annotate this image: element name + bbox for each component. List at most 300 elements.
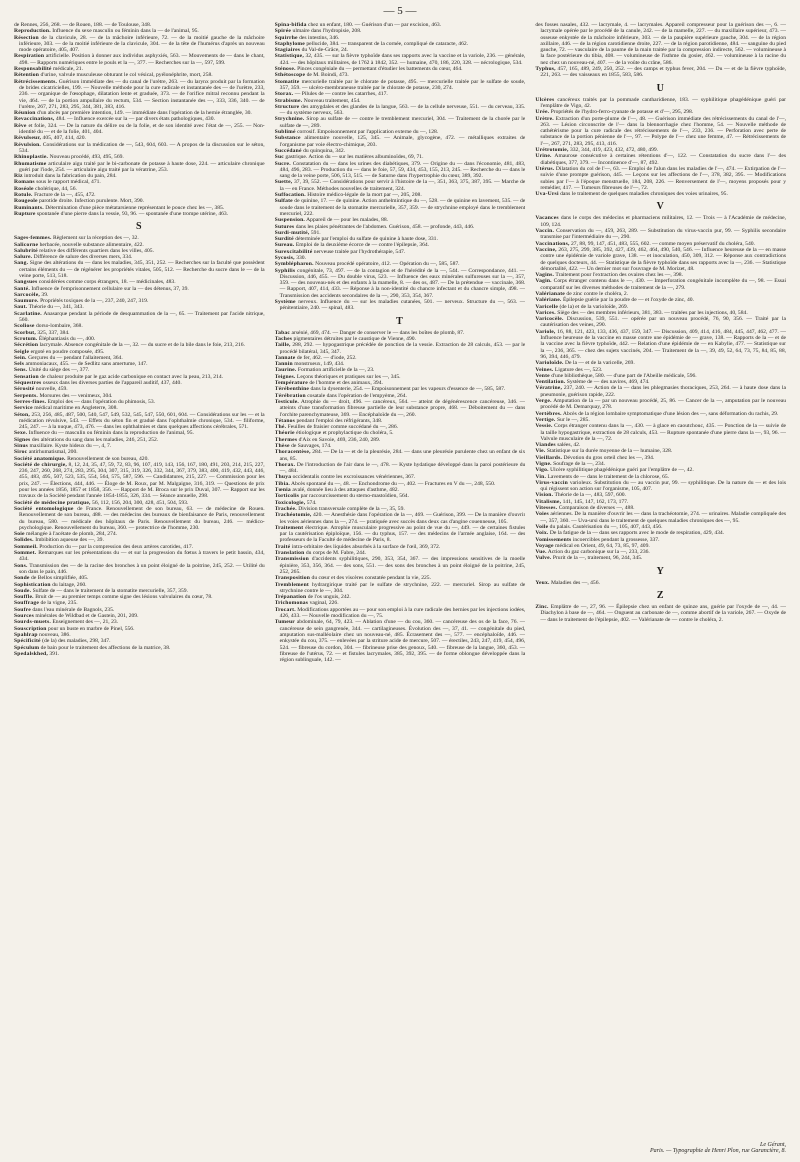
entry-text: Ligature des —, 523. xyxy=(554,366,603,373)
entry-head: Vision. xyxy=(535,492,554,499)
entry-head: Urétrotomie, xyxy=(535,147,569,154)
entry-head: Staphylome xyxy=(274,40,305,47)
entry-head: Strychnine. xyxy=(274,116,305,123)
entry-text: spontanée d'une pierre dans la vessie, 93, 96. — spontanée d'une trompe utérine, 463. xyxy=(36,210,229,217)
entry-text: maxillaire. Kyste hideux du —, 4, 7. xyxy=(29,443,112,449)
entry-text: mélangée à l'acétate de plomb, 284, 274. xyxy=(26,531,118,538)
entry-head: Strabisme. xyxy=(274,97,303,104)
section-v xyxy=(535,201,786,561)
entry-head: Trachéotomie, xyxy=(274,512,312,519)
entry-text: Éléphantiasis du —, 400. xyxy=(38,335,96,342)
entry-head: Sages-femmes. xyxy=(14,235,52,242)
entry-head: Uva-Ursi xyxy=(535,191,559,198)
entry-head: Révulseur, xyxy=(14,135,42,142)
entry-head: Vigne. xyxy=(535,461,552,467)
entry-text: Extraction d'un porte-plume de l'—, 48. — Guérison immédiate des rétrécissements du canal de l'—, 263. — Lésion circonscrite de l'— dans la blennorrhagie chez l'homme, 54. — Nouvelle méthode de cathétérisme pour la cure radicale des rétrécissements de l'—, 233, 236. — Perforation avec perte de substance de la portion pénienne de l'—, 97. — Polype de l'— chez une femme, 47. — Rétrécissements de l'—, 267, 271, 283, 295, 413, 416. xyxy=(540,115,787,147)
entry-text: 284. — De la — et de la pleurésie, 284. — dans une pleurésie purulente chez un enfant de six ans, 85. xyxy=(279,449,526,462)
entry-text: dorso-lombaire, 368. xyxy=(35,323,83,330)
index-entry xyxy=(535,398,786,411)
entry-head: Révulsion. xyxy=(14,141,42,148)
entry-head: Vue. xyxy=(535,549,547,556)
entry-text: Unité du siège des —, 377. xyxy=(28,367,90,374)
entry-text: Maladies des —, 456. xyxy=(550,579,600,586)
entry-text: Histoire médico-légale de la mort par —, 205, 208. xyxy=(307,192,422,199)
entry-text: 263, 275, 299, 385, 392, 427, 439, 462, 464, 490, 540, 546. — Influence heureuse de la — en masse contre une épidémie de variole grave, 138. — et inoculation, 450, 309, 312. — Réponse aux contradictions de quelques docteurs, 44. — Statistique de la fièvre typhoïde dans ses rapports avec la —, 236. — Statistique démortalité, 422. — Un dernier mot sur l'ouvrage de M. Morizet, 48. xyxy=(540,246,787,272)
entry-head: Surdi-mutité, xyxy=(274,229,310,236)
entry-head: Thèse xyxy=(274,443,290,449)
entry-text: Comparaison de diverses —, 488. xyxy=(558,505,635,512)
entry-head: Système xyxy=(274,299,296,306)
entry-head: Tannate xyxy=(274,354,296,361)
entry-head: Vigo. xyxy=(535,467,549,474)
entry-head: Viandes xyxy=(535,442,556,449)
entry-text: abdominale, 64, 79, 423. — Ablation d'une — du cou, 360. — cancéreuse des os de la face, 76. — cancéreuse de sein gangrenée, 344. — cartilagineuses. Évolution des —, 37, 41. — congénitale du pied, amputation sus-malléolaire chez un nouveau-né, 485. Écrasement des —, 577. — encéphaloïde, 446. — enkystée du cou, 375. — enlevées par la striture acide de mercure, 507. — érectiles, 243, 247, 419, 454, 496, 524. — fibreuse du cordon, 304. — fibrineuse prise des genoux, 540. — fibreuse de la langue, 360, 453. — fibreuse de l'utérus, 72. — et fistules lacrymales, 385, 392, 395. — de forme oblongue développée dans la région sublinguale, 142. — xyxy=(279,619,526,664)
index-entry xyxy=(535,97,786,110)
entry-head: Souscription xyxy=(14,625,47,632)
entry-head: Soie xyxy=(14,531,25,538)
entry-text: de Rennes, 256, 268. — de Rouen, 188. — de Toulouse, 348. xyxy=(14,22,152,28)
entry-head: Rupture xyxy=(14,210,36,217)
entry-head: Sycosis, xyxy=(274,254,295,261)
entry-text: Discussion, 539, 551. — opérée par un nouveau procédé, 76, 90, 356. — Traité par la cautérisation des veines, 290. xyxy=(540,316,786,329)
index-entry xyxy=(275,104,526,117)
entry-text: minérales de Wildbad et de Gastein, 201, 209. xyxy=(35,613,139,620)
entry-text: De l'introduction de l'air dans le —, 478. — Kyste hydatique développé dans la paroi postérieure du —, 484. xyxy=(279,461,526,475)
entry-head: Taille, xyxy=(274,342,291,349)
entry-text: des intestins, 346. xyxy=(299,34,340,41)
entry-head: Taurine. xyxy=(274,367,297,374)
entry-text: Nouveau procédé opératoire, 412. — Opération du —, 585, 587. xyxy=(315,261,460,268)
entry-text: Corps étranger contenu dans le —, 430. — Imperforation congénitale incomplète du —, 98. — Essai comparatif sur les diverses méthodes de traitement de la —, 279. xyxy=(540,278,787,291)
entry-text: Règlement sur la réception des —, 32. xyxy=(52,235,139,242)
entry-text: 237, 240. — Action de la — dans les phlegmasies thoraciques, 253, 264. — à haute dose dans la pneumonie, guérison rapide, 222. xyxy=(540,385,787,398)
entry-head: Saut. xyxy=(14,304,28,311)
entry-text: Traitement pour l'extraction des ovaires chez les —, 398. xyxy=(555,272,683,279)
entry-head: Urée. xyxy=(535,109,550,116)
index-entry xyxy=(275,525,526,544)
entry-text: Guérison immédiate des — du canal de l'urètre, 263. — du larynx produit par la formation de brides cicatricielles, 199. — Nouvelle méthode pour la cure radicale et instantanée des — de l'urètre, 233, 236. — organique de l'œsophage, dilatation lente et graduée, 373. — de l'orifice mitral reconnu pendant la vie, 464. — de la portion ampullaire du rectum, 534. — Section instantanée des —, 333, 336, 340. — de l'urètre, 267, 271, 283, 295, 344, 381, 383, 416. xyxy=(19,78,265,110)
entry-head: Salicorne xyxy=(14,241,39,248)
entry-head: Typhus, xyxy=(535,66,556,73)
index-entry xyxy=(535,153,786,166)
entry-text: par raccourcissement du sterno-mastoïdien, 564. xyxy=(300,493,409,500)
index-entry xyxy=(535,480,786,493)
entry-head: Société de chirurgie, xyxy=(14,461,68,468)
entry-text: pendant l'emploi des réfrigérants, 348. xyxy=(296,417,383,424)
entry-text: dans la dysenterie, 254. — Empoisonnement par les vapeurs d'essence de —, 585, 587. xyxy=(310,386,506,393)
entry-text: nerveux. Influence du — sur les maladies cutanées, 501. — nerveux. Structure du —, 563. — pénitentiaire, 240. — spinal, 483. xyxy=(279,299,526,312)
entry-text: 253, 256, 485, 487, 500, 540, 547, 549, 532, 545, 547, 550, 601, 604. — Considérations sur les — et la médication révulsive, 543. — Effets du séton fin et gradué dans l'ophthalmie chronique, 534. — filiforme, 245, 247. — à la nuque, 473, 476. — dans les ophthalmies et dans quelques affections cérébrales, 571. xyxy=(19,411,265,431)
index-entry xyxy=(275,135,526,148)
section-z xyxy=(535,590,786,623)
entry-text: Amaurose consécutive à certaines rétentions d'—, 122. — Constatation du sucre dans l'— des diabétiques, 377, 379. — Incontinence d'—, 87, 492. xyxy=(540,153,787,166)
entry-head: Roséole xyxy=(14,185,34,192)
entry-head: Scorbut, xyxy=(14,329,36,336)
entry-text: du Val-de-Grâce, 24. xyxy=(301,47,349,54)
entry-head: Signes xyxy=(14,436,31,443)
entry-text: Division transversale complète de la —, 35, 59. xyxy=(298,505,405,512)
entry-head: Saumure. xyxy=(14,298,39,305)
entry-text: dans les plaies pénétrantes de l'abdomen. Guérison, 458. — profonde, 443, 446. xyxy=(295,223,475,230)
entry-head: Soufre xyxy=(14,606,31,613)
entry-text: (de la) et de la varioloïde, 269. xyxy=(559,303,629,310)
entry-head: Sécrétion xyxy=(14,342,39,349)
entry-head: Sinus xyxy=(14,443,29,449)
entry-head: Sureau. xyxy=(274,242,295,249)
entry-text: antirhumatismal, 200. xyxy=(28,449,78,456)
entry-text: 56, 112, 156, 204, 300, 428, 451, 504, 593. xyxy=(92,499,189,506)
entry-text: 591. xyxy=(310,229,321,236)
entry-text: et folie, 324. — De la nature du délire ou de la folie, et de son identité avec l'état de —, 255. — Non-identité du — et de la folie, 401, 404. xyxy=(19,122,265,136)
entry-head: Varices. xyxy=(535,309,556,316)
entry-head: Structure xyxy=(274,103,300,110)
entry-head: Statistique, xyxy=(274,53,304,60)
entry-text: articulaire aigu traité par le bi-carbonate de potasse à haute dose, 224. — articulaire chronique guéri par l'iode, 254. — articulaire aigu traité par la vératrine, 253. xyxy=(19,160,265,173)
entry-head: Suc xyxy=(274,154,284,161)
entry-text: médicale, 21. xyxy=(53,66,84,73)
entry-head: Scrotum. xyxy=(14,335,38,342)
section-t xyxy=(275,316,526,664)
entry-text: Théorie de la —, 483, 597, 600. xyxy=(554,492,626,499)
entry-head: Service xyxy=(14,405,33,412)
entry-head: Valériane. xyxy=(535,297,562,304)
entry-head: Stagiaires xyxy=(274,47,301,54)
entry-head: Tabac xyxy=(274,329,291,336)
entry-head: Tétanos xyxy=(274,417,296,424)
section-letter: Z xyxy=(656,590,665,602)
index-entry xyxy=(535,116,786,147)
entry-text: gastrique. Action du — sur les matières albuminoïdes, 69, 71. xyxy=(285,154,424,161)
index-entry xyxy=(14,506,265,531)
entry-head: Sonde xyxy=(14,575,30,582)
entry-head: Thermes xyxy=(274,436,298,443)
index-entry xyxy=(275,268,526,299)
entry-head: Spedalskhed, xyxy=(14,650,48,657)
entry-text: pigmentaires détruites par le caustique de Vienne, 490. xyxy=(293,335,416,342)
entry-head: Vulve. xyxy=(535,555,552,562)
entry-text: Imbibition aqueuse des —, 39. xyxy=(35,537,104,544)
entry-head: Rêve xyxy=(14,122,27,129)
entry-head: Sommet. xyxy=(14,550,37,557)
entry-text: Sirop au sulfate de — contre le tremblement mercuriel, 304. — Traitement de la chorée par le sulfate de —, 289. xyxy=(279,116,526,129)
entry-text: 574. xyxy=(306,499,317,506)
entry-head: Théorie xyxy=(274,430,295,437)
entry-head: Traité xyxy=(274,543,291,550)
index-entry xyxy=(14,563,265,576)
entry-head: Sténose. xyxy=(274,66,296,73)
entry-head: Scarlatine. xyxy=(14,310,42,317)
entry-head: Substance xyxy=(274,135,301,142)
index-entry xyxy=(535,511,786,524)
entry-text: 391. xyxy=(49,650,60,657)
index-entry xyxy=(14,53,265,66)
entry-text: nouveau, 386. xyxy=(39,631,71,638)
entry-head: Vératrine, xyxy=(535,385,563,392)
entry-head: Surdité xyxy=(274,236,294,243)
entry-head: Urètre. xyxy=(535,115,554,122)
entry-head: Sourds-muets. xyxy=(14,619,51,626)
entry-head: Teignes. xyxy=(274,373,296,380)
entry-text: hydrargirique traité par le sulfate de strychnine, 222. — mercuriel. Sirop au sulfate de strychnine contre le —, 304. xyxy=(279,581,526,594)
entry-head: Rhumatisme xyxy=(14,160,47,167)
entry-text: médical maritime en Angleterre, 308. xyxy=(34,405,118,412)
entry-head: Torticolis xyxy=(274,493,300,500)
entry-head: Vaccin. xyxy=(535,228,555,235)
entry-head: Varicelle xyxy=(535,303,559,310)
entry-head: Santé. xyxy=(14,285,30,292)
index-entry xyxy=(275,179,526,192)
index-entry xyxy=(275,556,526,575)
entry-text: congénitale, 73, 497. — de la contagion et de l'hérédité de la —, 544. — Correspondance, 441. — Discussion, 446, 455. — Du double virus, 523. — Influence des eaux minérales sulfureuses sur la —, 357, 359. — des nouveau-nés et des enfants à la mamelle, 8. — des os, 487. — De la prétendue — vaccinale, 368. — Rapport, 407, 414, 433. — Réponse à la non-identité du chancre infectant et du chancre simple, 498. — Transmission des accidents secondaires de la —, 290, 353, 354, 367. xyxy=(279,267,526,299)
entry-head: Seigle xyxy=(14,348,30,355)
entry-head: Romans xyxy=(14,179,35,186)
entry-text: ergoté en poudre composée, 495. xyxy=(30,348,105,355)
entry-head: Toxicologie, xyxy=(274,499,306,506)
entry-head: Spéculum xyxy=(14,644,40,651)
index-entry xyxy=(535,604,786,623)
entry-text: Production du — par la compression des deux artères carotides, 417. xyxy=(39,543,194,550)
entry-text: dans l'eau minérale de Bagnols, 235. xyxy=(32,606,115,613)
entry-head: Varioloïde. xyxy=(535,360,564,367)
entry-text: 484. — Influence exercée sur la — par divers états pathologiques, 430. xyxy=(55,116,215,123)
entry-text: 16, 88, 121, 423, 133, 436, 437, 159, 347. — Discussion, 409, 414, 416, 484, 445, 447, 462, 477. — Influence heureuse de la vaccine en masse contre une épidémie de — grave, 138. — Rapports de la — et de la vaccine avec la fièvre typhoïde, 442. — Relation d'une épidémie de — en Kabylie, 477. — Statistique sur la —, 236, 365. — chez des sujets vaccinés, 204. — Traitement de la —, 39, 49, 52, 64, 73, 75, 84, 85, 88, 96, 394, 446, 479. xyxy=(540,328,787,360)
entry-head: Société anatomique. xyxy=(14,455,66,462)
entry-text: du corps de M. Fabre, 244. xyxy=(305,550,367,557)
entry-text: 325, 337, 384. xyxy=(37,329,70,336)
section-r-continued xyxy=(14,22,265,217)
entry-head: Sources xyxy=(14,613,34,620)
entry-head: Sexe. xyxy=(14,430,28,437)
entry-head: Vomissements xyxy=(535,536,572,543)
entry-head: Rotule. xyxy=(14,192,33,199)
entry-head: Tremblement xyxy=(274,581,309,588)
entry-text: corrosif. Empoisonnement par l'application externe du —, 128. xyxy=(297,129,439,136)
index-entry xyxy=(14,550,265,563)
entry-text: 330. xyxy=(296,254,306,261)
entry-text: Emploi de la deuxième écorce de — contre l'épilepsie, 364. xyxy=(295,242,430,249)
entry-text: 32, 435. — sur la fièvre typhoïde dans ses rapports avec la vaccine et la variole, 236. — générale, 424. — des hôpitaux militaires, de 1762 à 1842, 352. — humaine, 470, 186, 220, 328. — nécrologique, 534. xyxy=(279,53,526,66)
entry-text: Ulcère syphilitique phagédénique guéri par l'emplâtre de —, 42. xyxy=(550,467,694,474)
entry-head: Vaccine, xyxy=(535,246,557,253)
entry-head: Séquestres xyxy=(14,380,42,387)
section-letter: V xyxy=(656,201,665,213)
entry-text: de fer, 462. — d'iode, 252. xyxy=(296,354,357,361)
entry-text: de Bellos simplifiée, 405. xyxy=(31,575,89,582)
entry-head: Trocart. xyxy=(274,606,296,613)
entry-text: du quinquina, 342. xyxy=(303,147,346,154)
index-entry xyxy=(275,462,526,475)
entry-head: Spirée xyxy=(274,28,292,35)
index-entry xyxy=(14,311,265,324)
entry-head: Vagins. xyxy=(535,272,555,279)
entry-head: Traitement xyxy=(274,524,304,531)
entry-head: Respiration xyxy=(14,53,45,60)
entry-head: Société de médecine pratique, xyxy=(14,499,91,506)
index-entry xyxy=(14,651,265,657)
entry-text: arsénié, 469, 474. — Danger de conserver le — dans les boîtes de plomb, 87. xyxy=(291,329,465,336)
entry-text: 420. — Anesthésie dans l'opération de la —, 469. — Guérison, 399. — De la manière d'ouvrir les voies aériennes dans la —, 274. — pratiquée avec succès dans deux cas d'angine couenneuse, 105. xyxy=(279,512,526,525)
entry-head: Sucre. xyxy=(274,160,291,167)
index-entry xyxy=(275,342,526,355)
section-letter: U xyxy=(656,82,665,94)
entry-text: Fracture de la —, 455, 472. xyxy=(34,192,96,199)
entry-head: Voyage xyxy=(535,542,554,549)
entry-text: de M. Boindi, 473. xyxy=(306,72,349,79)
entry-head: Suspension. xyxy=(274,217,306,224)
entry-text: de zinc contre le choléra, 2. xyxy=(566,290,629,297)
entry-text: de quinine, 17. — de quinine. Action anthelmintique du —, 528. — de quinine en lavement, 535. — de soude dans le traitement de la stomatite mercurielle, 357, 359. — de strychnine employé dans le tremblement mercuriel, 222. xyxy=(279,198,526,217)
entry-head: Rougeole xyxy=(14,198,38,205)
entry-text: Formation artificielle de la —, 23. xyxy=(297,367,375,374)
entry-head: Serpents. xyxy=(14,392,39,399)
entry-text: Bruit de — au premier temps comme signe des lésions valvulaires du cœur, 78. xyxy=(35,594,213,601)
entry-head: Sons. xyxy=(14,562,28,569)
entry-text: d'un abcès par première intention, 149. — immédiate dans l'opération de la hernie étranglée, 30. xyxy=(37,110,252,117)
index-columns xyxy=(14,22,786,1142)
footer-printer: Paris. — Typographie de Henri Plon, rue Garancière, 8. xyxy=(650,1148,786,1154)
index-entry xyxy=(275,161,526,180)
entry-text: du palais. Cautérisation du —, 105, 407, 443, 456. xyxy=(549,523,663,530)
entry-text: ammoniacaux, 455. — de Sedlitz sans amertume, 147. xyxy=(25,361,148,368)
entry-head: Rhinoplastie. xyxy=(14,154,49,161)
entry-text: Conservation du —, 459, 263, 289. — Substitution du virus-vaccin pur, 99. — Syphilis secondaire transmise par l'intermédiaire du —, 290. xyxy=(540,228,787,241)
entry-head: Voix. xyxy=(535,530,549,537)
entry-head: Térébration xyxy=(274,392,306,399)
index-entry xyxy=(275,582,526,595)
entry-text: mercurielle traitée par le chlorate de potasse, 495. — mercurielle traitée par le sulfate de soude, 357, 359. — ulcéro-membraneuse traitée par le chlorate de potasse, 230, 274. xyxy=(279,78,526,91)
entry-head: Suette, xyxy=(274,179,293,186)
entry-head: Vaccinations, xyxy=(535,240,570,247)
entry-head: Sublimé xyxy=(274,129,296,136)
index-entry xyxy=(275,53,526,66)
entry-text: cholérique, 44, 56. xyxy=(35,185,77,192)
index-entry xyxy=(535,166,786,191)
entry-text: Statistique sur la durée moyenne de la — humaine, 328. xyxy=(546,448,673,455)
entry-text: incoercibles pendant la grossesse, 337. xyxy=(572,536,660,543)
section-y xyxy=(535,566,786,586)
entry-text: monstrueux, 149, 434. xyxy=(294,361,345,368)
entry-head: Sulfate xyxy=(274,198,293,205)
entry-head: Sommeil. xyxy=(14,543,38,550)
entry-text: 332, 344, 419, 423, 432, 472, 480, 499. xyxy=(569,147,659,154)
entry-head: Ulcères xyxy=(535,96,555,103)
entry-text: Leçons théoriques et pratiques sur les —, 345. xyxy=(296,373,401,380)
entry-head: Spahlrap xyxy=(14,631,38,638)
entry-text: Anasarque pendant la période de desquammation de la —, 65. — Traitement par l'acide nitrique, 560. xyxy=(19,310,265,324)
entry-text: de France. Renouvellement de son bureau, 63. — de médecine de Rouen. Renouvellement de son bureau, 488. — des médecins des bureaux de bienfaisance de Paris, renouvellement du bureau, 580. — médicale des hôpitaux de Paris. Renouvellement du bureau, 246. — médico-psychologique. Renouvellement du bureau, 360. — protectrice de l'homme, 230. xyxy=(19,505,265,531)
entry-head: Sels xyxy=(14,361,25,368)
entry-head: Suffocation. xyxy=(274,192,306,199)
entry-text: de l'os unguis, 242. xyxy=(307,594,351,601)
index-entry xyxy=(275,116,526,129)
entry-head: Yeux. xyxy=(535,579,550,586)
entry-text: Influence de l'emprisonnement cellulaire sur la — des détenus, 37, 39. xyxy=(31,285,189,292)
entry-text: Emplâtre de —, 27, 96. — Épilepsie chez un enfant de quinze ans, guérie par l'oxyde de —, 44. — Diachylon à base de —, 464. — Onguent au carbonate de —, comme abortif de la variole, 267. — Oxyde de — dans le traitement de l'épilepsie, 402. — Valérianate de — contre le choléra, 2. xyxy=(540,604,787,623)
entry-head: Sthétoscope xyxy=(274,72,306,79)
index-entry xyxy=(275,619,526,663)
section-u xyxy=(535,83,786,198)
index-entry xyxy=(535,228,786,241)
entry-text: ulmaire dans l'hydropisie, 208. xyxy=(292,28,362,35)
entry-text: de l'homme et des animaux, 394. xyxy=(309,380,383,387)
index-entry xyxy=(275,607,526,620)
entry-text: Nouveau procédé, 493, 495, 569. xyxy=(49,154,124,161)
entry-head: Voile xyxy=(535,523,549,530)
entry-head: Sarcocèle, xyxy=(14,291,40,298)
entry-head: Utérus. xyxy=(535,165,555,172)
entry-head: Riz xyxy=(14,173,23,180)
entry-head: Rétrécissements. xyxy=(14,78,58,85)
entry-text: Influence du — masculin ou féminin dans la reproduction de l'animal, 95. xyxy=(28,430,194,437)
entry-head: Solides. xyxy=(14,537,34,544)
entry-head: Tumeur xyxy=(274,619,295,626)
index-entry xyxy=(14,161,265,174)
index-entry xyxy=(14,79,265,110)
entry-text: Influence du sexe masculin ou féminin dans la — de l'animal, 95. xyxy=(52,28,199,35)
entry-text: salées, 42. xyxy=(557,442,581,449)
entry-text: Gerçures du — pendant l'allaitement, 364. xyxy=(28,354,123,361)
entry-head: Sangsues xyxy=(14,279,38,286)
section-letter: S xyxy=(136,221,143,233)
index-entry xyxy=(275,449,526,462)
entry-head: Résection xyxy=(14,34,39,41)
entry-text: 141, 145, 147, 162, 173, 177. xyxy=(562,498,629,505)
entry-text: lacrymale. Absence congénitale de la —, 32. — du sucre et de la bile dans le foie, 213, 216. xyxy=(39,342,245,349)
entry-head: Sophistication xyxy=(14,581,51,588)
entry-head: Trichomonas xyxy=(274,600,309,607)
entry-head: Sérosité xyxy=(14,386,35,393)
entry-text: Emploi des — dans l'opération du phimosis, 53. xyxy=(47,398,156,405)
entry-text: avalé, donnée lieu à des attaques d'asthme, 482. xyxy=(292,487,399,494)
entry-head: Taches xyxy=(274,335,293,342)
entry-text: du cœur et des viscères constatée pendant la vie, 225. xyxy=(311,575,431,582)
entry-head: Tœnia xyxy=(274,487,291,494)
entry-head: Sang. xyxy=(14,260,29,267)
index-entry xyxy=(275,399,526,418)
index-entry xyxy=(535,215,786,228)
index-entry xyxy=(14,462,265,500)
entry-text: d'accidents syphilitiques, 290, 353, 354, 367. — des impressions sensitives de la moelle épinière, 353, 356, 364. — des sons, 551. — des sons des bronches à un point éloigné de la poitrine, 245, 252, 265. xyxy=(279,556,526,575)
entry-head: Salubrité xyxy=(14,247,38,254)
entry-text: 405, 407, 414, 420. xyxy=(42,135,86,142)
entry-text: relative des différents quartiers dans les villes, 405. xyxy=(39,247,154,254)
entry-head: Varicocèle. xyxy=(535,316,564,323)
index-entry xyxy=(535,278,786,291)
entry-text: déterminée par l'emploi du sulfate de quinine à haute dose, 331. xyxy=(295,236,438,243)
entry-head: Sens. xyxy=(14,367,28,374)
section-s xyxy=(14,221,265,657)
entry-text: introduit dans la fabrication du pain, 284. xyxy=(24,173,117,180)
entry-text: (de la) des maladies, 298, 347. xyxy=(42,638,111,645)
entry-text: occidentalis contre les excroissances vénériennes, 367. xyxy=(292,474,416,481)
entry-head: Souffle. xyxy=(14,594,34,601)
entry-head: Soude. xyxy=(14,587,32,594)
entry-head: Vertèbres. xyxy=(535,410,562,417)
entry-text: Feuilles de fraisier comme succédané du —, 286. xyxy=(287,424,399,431)
index-entry xyxy=(275,299,526,312)
entry-text: De la fatigue de la — dans ses rapports avec le mode de respiration, 429, 434. xyxy=(549,530,725,537)
entry-text: d'urine, valvule musculeuse obturant le col vésical, pyélonéphrite, mort, 258. xyxy=(40,72,213,79)
entry-text: Transmission des — de la racine des bronches à un point éloigné de la poitrine, 245, 252. — Utilité du son dans le pain, 446. xyxy=(19,562,265,575)
entry-head: Vitesses. xyxy=(535,505,558,512)
entry-text: du laitage, 260. xyxy=(52,581,87,588)
entry-text: 288, 292. — hypogastrique précédée de ponction de la vessie. Extraction de 28 calculs, 453. — par le procédé bilatéral, 345, 347. xyxy=(279,342,526,355)
entry-text: Nouveau traitement, 454. xyxy=(303,97,361,104)
index-entry xyxy=(535,385,786,398)
entry-text: pour un buste en marbre de Pinel, 556. xyxy=(47,625,135,632)
index-entry xyxy=(275,79,526,92)
entry-text: — Pilules de — contre les catarrhes, 417. xyxy=(294,91,388,98)
